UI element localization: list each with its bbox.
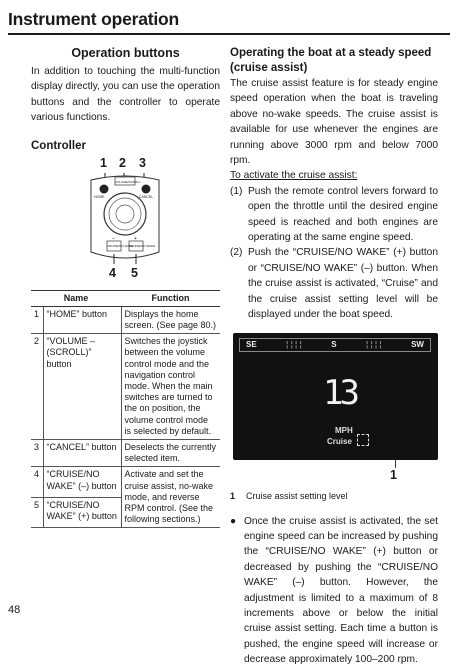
compass-se: SE [246,340,257,349]
cruise-label: Cruise [327,436,352,446]
page-number: 48 [8,604,21,616]
row-number: 2 [31,334,43,440]
table-row [31,467,220,498]
row-name: “CRUISE/NO WAKE” (–) button [43,467,121,498]
row-number: 1 [31,306,43,333]
callout-5: 5 [131,265,138,280]
cruise-assist-intro: The cruise assist feature is for steady engine speed operation when the boat is traveling above no-wake speeds. The cruise assist is available for use whenever the engines are running above 3000 rpm and below 7000 rpm. [230,78,438,167]
display-screenshot [230,333,438,488]
intro-paragraph: In addition to touching the multi-function display directly, you can use the operation buttons and the controller to operate various functions. [31,66,220,124]
cancel-button-label: CANCEL [139,194,154,199]
compass-s: S [331,340,337,349]
cruise-setting-level-box [357,434,369,446]
row-name: “CRUISE/NO WAKE” (+) button [43,497,121,528]
left-column [31,46,220,528]
row-number: 5 [31,497,43,528]
controller-drawing [31,156,220,284]
page-header-title: Instrument operation [8,9,180,29]
header-name: Name [31,290,121,306]
callout-2: 2 [119,155,126,170]
volume-button-label: VOLUME/SCROLL [115,179,141,184]
table-row [31,334,220,440]
right-column [230,46,438,668]
row-function: Deselects the currently selected item. [121,440,220,467]
home-button-label: HOME [94,194,105,199]
step-number: (2) [230,247,243,259]
header-rule [8,33,450,35]
compass-bar [239,338,431,352]
row-name: “HOME” button [43,306,121,333]
compass-sw: SW [411,340,424,349]
step-number: (1) [230,185,243,197]
caption-text: Cruise assist setting level [246,490,348,501]
cruise-plus-label: CRUISE/NO WAKE [129,243,156,248]
bullet-item [230,514,438,668]
row-function: Switches the joystick between the volume control mode and the navigation control mode. When the main switches are turned to the on position, the volume control mode is selected by default. [121,334,220,440]
minus-symbol: – [112,235,115,242]
caption-number: 1 [230,490,236,501]
table-row [31,440,220,467]
display-screen [233,333,438,460]
plus-symbol: + [134,235,137,242]
callout-4: 4 [109,265,116,280]
page-header [0,0,450,38]
step-text: Push the remote control levers forward to open the throttle until the desired engine speed is reached and both engines are operating at the same engine speed. [248,185,438,244]
header-function: Function [121,290,220,306]
speed-unit: MPH [335,425,353,435]
operation-buttons-table [31,290,220,529]
row-function: Displays the home screen. (See page 80.) [121,306,220,333]
controller-heading: Controller [31,139,86,152]
row-name: “VOLUME – (SCROLL)” button [43,334,121,440]
row-number: 4 [31,467,43,498]
cruise-assist-heading: Operating the boat at a steady speed (cruise assist) [230,47,432,74]
activate-heading: To activate the cruise assist: [230,170,358,182]
row-number: 3 [31,440,43,467]
compass-ticks-right: ¦ ¦ ¦ ¦ [366,340,382,349]
callout-1: 1 [100,155,107,170]
callout-line [395,460,396,468]
table-row [31,306,220,333]
step-item [230,245,438,322]
section-title: Operation buttons [71,46,180,60]
screen-callout-1: 1 [390,467,397,482]
table-header-row [31,290,220,306]
row-name: “CANCEL” button [43,440,121,467]
compass-ticks-left: ¦ ¦ ¦ ¦ [286,340,302,349]
figure-caption [230,490,438,502]
bullet-text: Once the cruise assist is activated, the set engine speed can be increased by pushing the “CRUISE/NO WAKE” (+) button or decreased by pushing the “CRUISE/NO WAKE” (–) button. However, the adjustment is limited to a maximum of 8 increments above or below the initial cruise assist setting. Each time a button is pushed, the engine speed will increase or decrease approximately 100–200 rpm. [244,515,438,666]
cruise-minus-label: CRUISE/NO WAKE [107,243,134,248]
callout-3: 3 [139,155,146,170]
step-text: Push the “CRUISE/NO WAKE” (+) button or “CRUISE/NO WAKE” (–) button. When the cruise assist is activated, “Cruise” and the cruise assist setting level will be displayed under the boat speed. [248,247,438,321]
controller-illustration [31,156,220,284]
row-function: Activate and set the cruise assist, no-wake mode, and reverse RPM control. (See the following sections.) [121,467,220,528]
boat-speed: 13 [323,372,356,413]
bullet-icon: ● [230,515,237,527]
step-item [230,184,438,246]
